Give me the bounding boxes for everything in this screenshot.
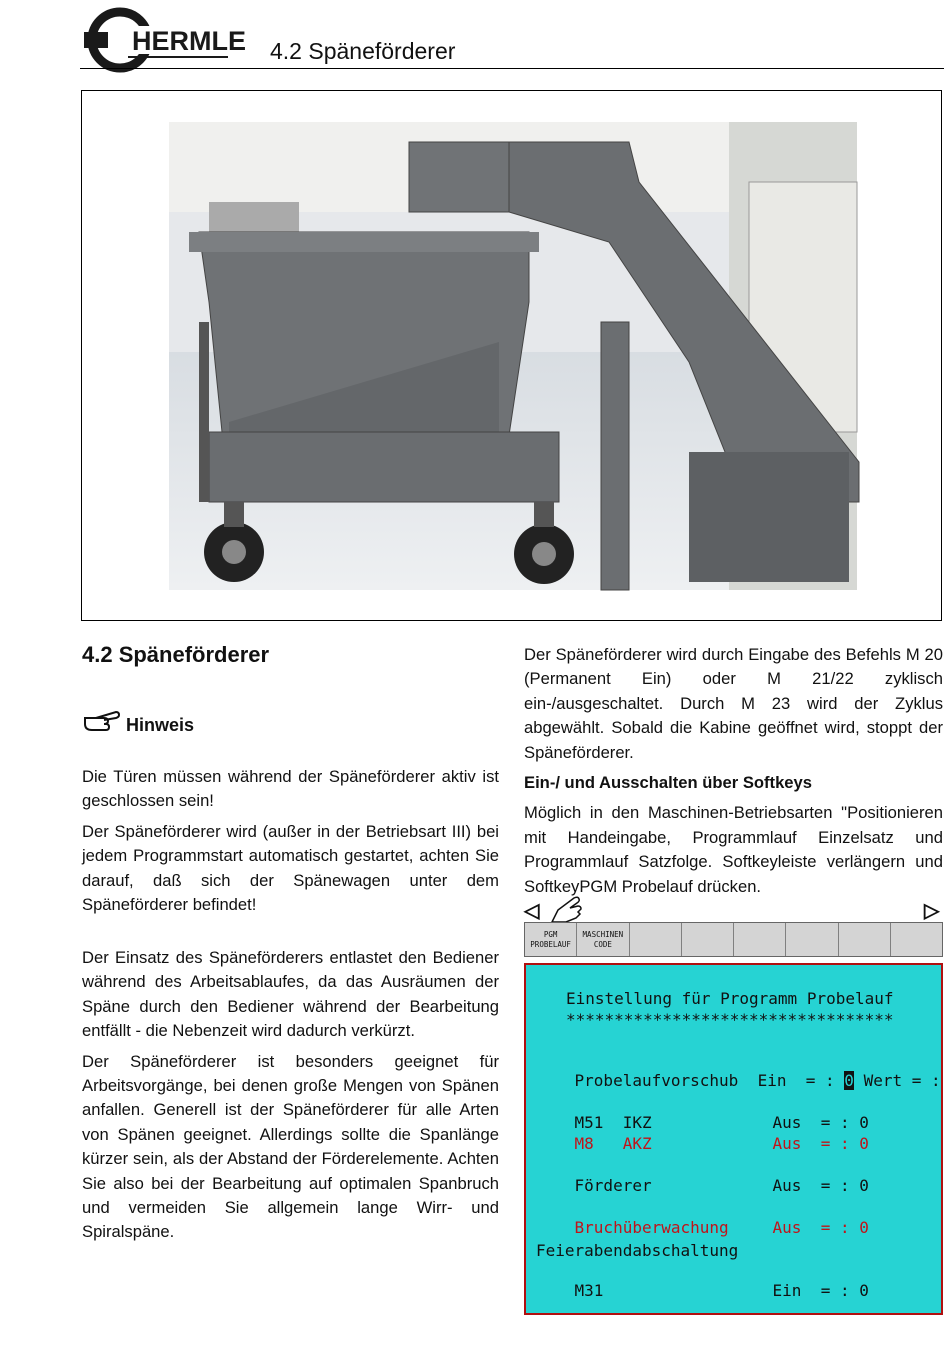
softkey-empty[interactable] [891, 923, 942, 956]
softkey-subheading: Ein-/ und Ausschalten über Softkeys [524, 773, 812, 793]
m51-ikz-row[interactable]: M51 IKZ Aus = : 0 [574, 1113, 869, 1132]
softkey-bar [524, 922, 943, 957]
bruchueberwachung-row[interactable]: Bruchüberwachung Aus = : 0 [574, 1218, 869, 1237]
softkey-scroll-left-icon[interactable]: ◁ [524, 900, 540, 922]
left-text-lower [82, 946, 499, 1251]
pointing-hand-icon [548, 896, 588, 924]
suitability-text: Der Späneförderer ist besonders geeignet für Arbeitsvorgänge, bei denen große Mengen von Spänen anfallen. Generell ist der Späneförderer für alle Arten von Spänen geeignet. Allerdings sollte die Spanlänge kürzer sein, als der Abstand der Förderelemente. Achten Sie also bei der Bearbeitung auf optimalen Spanbruch und vermeiden Sie allgemein lange Wirr- und Spiralspäne. [82, 1051, 499, 1242]
softkey-pgm-probelauf[interactable]: PGM PROBELAUF [525, 923, 577, 956]
softkey-empty[interactable] [734, 923, 786, 956]
hermle-logo [82, 8, 246, 72]
softkey-empty[interactable] [786, 923, 838, 956]
section-title: 4.2 Späneförderer [82, 642, 270, 667]
hint-label: Hinweis [126, 715, 195, 735]
hint-block [82, 708, 194, 734]
softkey-maschinen-code[interactable]: MASCHINEN CODE [577, 923, 629, 956]
pointing-hand-icon [82, 708, 122, 734]
softkey-scroll-right-icon[interactable]: ▷ [924, 900, 940, 922]
m8-akz-row[interactable]: M8 AKZ Aus = : 0 [574, 1134, 869, 1153]
probelauf-feed-row[interactable]: Probelaufvorschub Ein = : 0 Wert = : [574, 1071, 941, 1090]
feierabend-label: Feierabendabschaltung [536, 1241, 739, 1260]
usage-benefit-text: Der Einsatz des Späneförderers entlastet den Bediener während des Arbeitsablaufes, da das Ausräumen der Späne durch den Bediener während der Bearbeitung entfällt - die Nebenzeit wird dadurch verkürzt. [82, 948, 499, 1041]
screen-title-underline: ********************************** [566, 1010, 894, 1029]
softkey-empty[interactable] [630, 923, 682, 956]
header-divider [80, 68, 944, 69]
doors-warning-text: Die Türen müssen während der Späneförderer aktiv ist geschlossen sein! [82, 767, 499, 811]
header-title: 4.2 Späneförderer [270, 38, 456, 64]
chip-conveyor-photo [169, 122, 857, 590]
screen-title: Einstellung für Programm Probelauf [566, 989, 894, 1008]
logo-text: HERMLE [132, 26, 246, 56]
softkey-empty[interactable] [682, 923, 734, 956]
left-text-upper [82, 765, 499, 923]
m31-row[interactable]: M31 Ein = : 0 [574, 1281, 869, 1300]
input-cursor[interactable]: 0 [844, 1071, 854, 1090]
softkey-empty[interactable] [839, 923, 891, 956]
control-screen [524, 963, 943, 1315]
auto-start-text: Der Späneförderer wird (außer in der Betriebsart III) bei jedem Programmstart automatisch gestartet, achten Sie darauf, daß sich der Spänewagen unter dem Späneförderer befindet! [82, 821, 499, 915]
foerderer-row[interactable]: Förderer Aus = : 0 [574, 1176, 869, 1195]
right-text [524, 643, 943, 905]
m-command-text: Der Späneförderer wird durch Eingabe des Befehls M 20 (Permanent Ein) oder M 21/22 zyklisch ein-/ausgeschaltet. Durch M 23 wird der Zyklus abgewählt. Sobald die Kabine geöffnet wird, stoppt der Späneförderer. [524, 645, 943, 762]
softkey-instructions-text: Möglich in den Maschinen-Betriebsarten "Positionieren mit Handeingabe, Programmlauf Einzelsatz und Programmlauf Satzfolge. Softkeyleiste verlängern und SoftkeyPGM Probelauf drücken. [524, 803, 943, 896]
